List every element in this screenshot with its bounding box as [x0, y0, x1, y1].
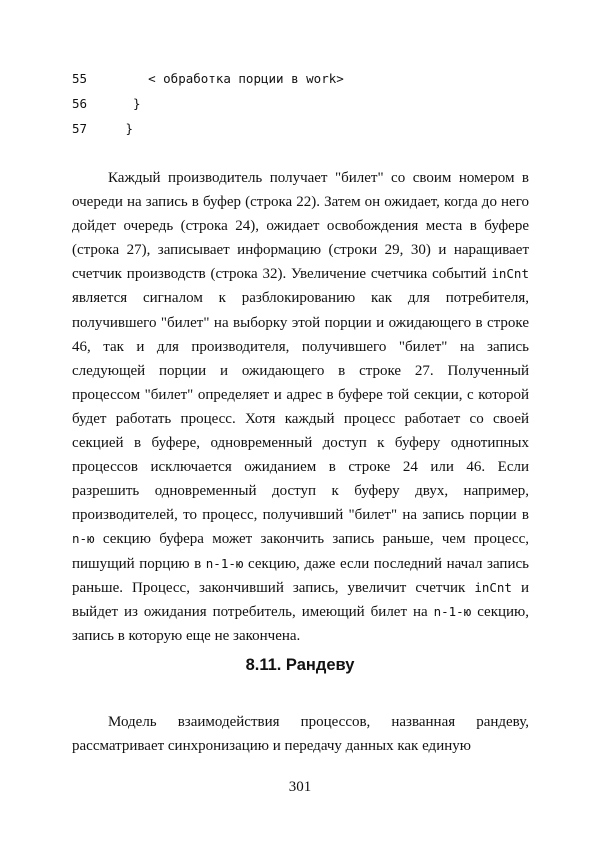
paragraph-text: является сигналом к разблокированию как для потребителя, получившего "билет" на выборку этой порции и ожидающего в строке 46, так и для производителя, получившего "билет" на запись следующей порции и ожидающего в строке 27. Полученный процессом "билет" определяет и адрес в буфере той секции, с которой будет работать процесс. Хотя каждый процесс работает со своей секцией в буфере, одновременный доступ к буферу однотипных процессов исключается ожиданием в строке 24 или 46. Если разрешить одновременный доступ к буферу двух, например, производителей, то процесс, получивший "билет" на запись порции в	[72, 290, 529, 524]
inline-code: n-1-ю	[205, 555, 244, 571]
inline-code: n-1-ю	[433, 603, 472, 619]
code-text: }	[118, 96, 141, 111]
paragraph-text: Модель взаимодействия процессов, названная рандеву, рассматривает синхронизацию и передачу данных как единую	[72, 714, 529, 755]
paragraph-text: Каждый производитель получает "билет" со своим номером в очереди на запись в буфер (строка 22). Затем он ожидает, когда до него дойдет очередь (строка 24), ожидает освобождения места в буфере (строка 27), записывает информацию (строки 29, 30) и наращивает счетчик производств (строка 32). Увеличение счетчика событий	[72, 170, 529, 283]
page-number: 301	[288, 779, 312, 795]
inline-code: inCnt	[474, 579, 512, 595]
inline-code: n-ю	[72, 531, 95, 547]
paragraph-text: секцию, запись в которую еще не закончена.	[72, 603, 529, 644]
code-text: }	[118, 121, 134, 136]
code-line	[72, 91, 344, 116]
code-text: < обработка порции в work>	[118, 71, 344, 86]
paragraph-text: и выйдет из ожидания потребитель, имеющий билет на	[72, 579, 530, 620]
body-paragraph	[72, 710, 529, 758]
line-number: 56	[72, 96, 88, 111]
body-paragraph	[72, 166, 529, 648]
line-number: 57	[72, 121, 88, 136]
code-listing	[72, 66, 344, 141]
inline-code: inCnt	[491, 266, 529, 282]
line-number: 55	[72, 71, 88, 86]
paragraph-text: секцию буфера может закончить запись раньше, чем процесс, пишущий порцию в	[72, 531, 529, 572]
section-heading: 8.11. Рандеву	[245, 656, 355, 674]
code-line	[72, 66, 344, 91]
code-line	[72, 116, 344, 141]
paragraph-text: секцию, даже если последний начал запись раньше. Процесс, закончивший запись, увеличит счетчик	[72, 555, 529, 596]
